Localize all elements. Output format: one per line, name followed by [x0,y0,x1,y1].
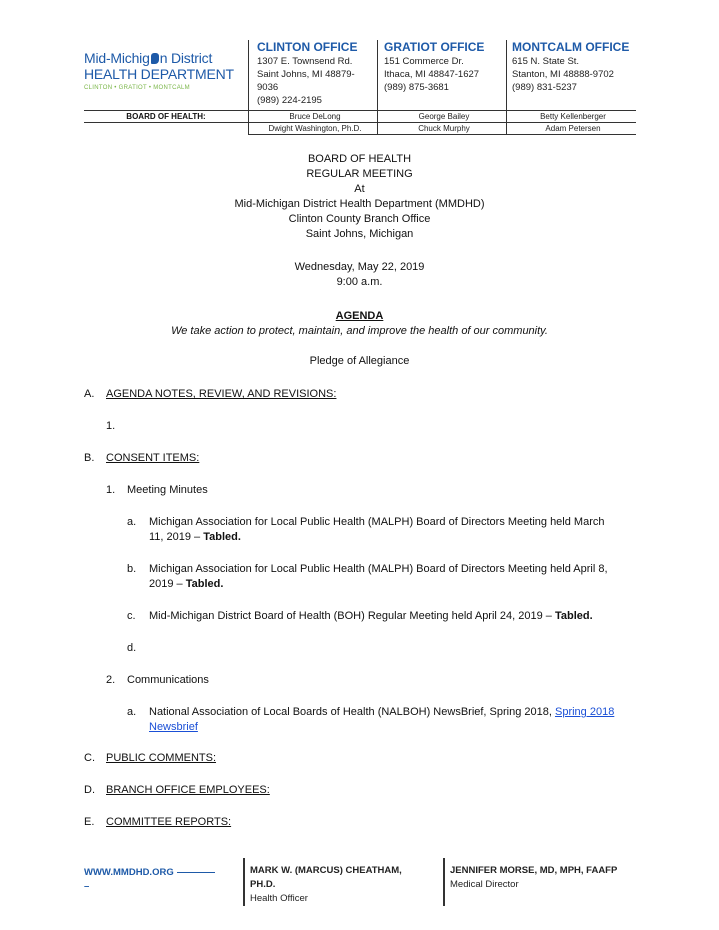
michigan-icon [151,53,159,64]
header-line: At [354,183,365,195]
footer-divider [443,858,445,906]
board-member: Chuck Murphy [418,124,470,133]
office-name: CLINTON OFFICE [257,40,358,54]
health-officer-credential: PH.D. [250,879,276,890]
office-phone: (989) 224-2195 [257,95,322,106]
board-member: Dwight Washington, Ph.D. [268,124,362,133]
montcalm-office-block [512,40,636,94]
meeting-time: 9:00 a.m. [336,276,383,288]
header-line: BOARD OF HEALTH [307,153,412,165]
section-title-consent-items: CONSENT ITEMS: [106,452,200,464]
office-phone: (989) 875-3681 [384,82,449,93]
medical-director-block [450,864,617,892]
health-officer-title: Health Officer [250,893,308,904]
section-title-committee-reports: COMMITTEE REPORTS: [106,816,232,828]
pledge-of-allegiance: Pledge of Allegiance [309,355,410,367]
office-name: GRATIOT OFFICE [384,40,485,54]
footer-url-tail: – [84,881,90,892]
newsbrief-link[interactable]: Spring 2018 Newsbrief [149,706,615,733]
meeting-datetime [0,260,719,290]
board-table-rule [248,134,636,135]
item-number: 1. [106,484,116,496]
office-address: Ithaca, MI 48847-1627 [384,69,480,80]
item-communications: Communications [127,674,209,686]
mmdhd-logo [84,50,244,98]
agenda-heading [0,309,719,339]
health-officer-block [250,864,402,906]
sub-item-text: Mid-Michigan District Board of Health (BOH) Regular Meeting held April 24, 2019 – [149,610,555,622]
logo-line1b: n District [159,50,213,66]
sub-item-text: Michigan Association for Local Public Health (MALPH) Board of Directors Meeting held March 11, 2019 – [149,516,605,543]
section-letter: C. [84,752,95,764]
sub-item-letter: b. [127,563,137,575]
office-address: Stanton, MI 48888-9702 [512,69,614,80]
status-tabled: Tabled. [185,578,224,590]
medical-director-name: JENNIFER MORSE, MD, MPH, FAAFP [450,865,618,876]
sub-item-malph-april [149,562,619,592]
header-line: Saint Johns, Michigan [305,228,414,240]
item-meeting-minutes: Meeting Minutes [127,484,208,496]
sub-item-text: Michigan Association for Local Public Health (MALPH) Board of Directors Meeting held April 8, 2019 – [149,563,608,590]
website-link[interactable]: WWW.MMDHD.ORG [84,867,174,878]
header-line: Mid-Michigan District Health Department (MMDHD) [234,198,485,210]
sub-item-malph-march [149,515,619,545]
section-title-agenda-notes: AGENDA NOTES, REVIEW, AND REVISIONS: [106,388,337,400]
logo-tagline: CLINTON • GRATIOT • MONTCALM [84,85,190,91]
board-member: George Bailey [418,112,470,121]
sub-item-letter: c. [127,610,136,622]
board-member: Bruce DeLong [289,112,341,121]
footer-rule [177,872,215,873]
section-letter: E. [84,816,95,828]
section-title-public-comments: PUBLIC COMMENTS: [106,752,217,764]
office-address: Saint Johns, MI 48879- [257,69,355,80]
header-line: REGULAR MEETING [306,168,413,180]
header-line: Clinton County Branch Office [288,213,431,225]
sub-item-letter: d. [127,642,137,654]
mission-statement: We take action to protect, maintain, and improve the health of our community. [171,325,548,337]
meeting-header [0,152,719,242]
footer-divider [243,858,245,906]
office-address: 1307 E. Townsend Rd. [257,56,353,67]
board-of-health-label: BOARD OF HEALTH: [126,112,206,121]
medical-director-title: Medical Director [450,879,519,890]
sub-item-nalboh-newsbrief [149,705,627,735]
office-address: 9036 [257,82,279,93]
office-address: 615 N. State St. [512,56,580,67]
office-phone: (989) 831-5237 [512,82,577,93]
agenda-title: AGENDA [335,310,384,322]
board-member: Adam Petersen [545,124,601,133]
status-tabled: Tabled. [203,531,241,543]
section-letter: A. [84,388,95,400]
status-tabled: Tabled. [554,610,593,622]
sub-item-text: National Association of Local Boards of Health (NALBOH) NewsBrief, Spring 2018, [149,706,555,718]
office-address: 151 Commerce Dr. [384,56,464,67]
section-title-branch-office-employees: BRANCH OFFICE EMPLOYEES: [106,784,270,796]
board-member: Betty Kellenberger [540,112,606,121]
item-number: 2. [106,674,116,686]
section-letter: D. [84,784,95,796]
section-letter: B. [84,452,95,464]
logo-line2: HEALTH DEPARTMENT [84,66,234,82]
header-divider [248,40,249,134]
logo-line1a: Mid-Michig [84,50,150,66]
clinton-office-block [257,40,381,107]
meeting-date: Wednesday, May 22, 2019 [294,261,425,273]
health-officer-name: MARK W. (MARCUS) CHEATHAM, [250,865,402,876]
sub-item-letter: a. [127,516,137,528]
footer-website [84,866,215,894]
office-name: MONTCALM OFFICE [512,40,630,54]
item-number: 1. [106,420,116,432]
gratiot-office-block [384,40,508,94]
sub-item-boh-april [149,609,593,624]
sub-item-letter: a. [127,706,137,718]
